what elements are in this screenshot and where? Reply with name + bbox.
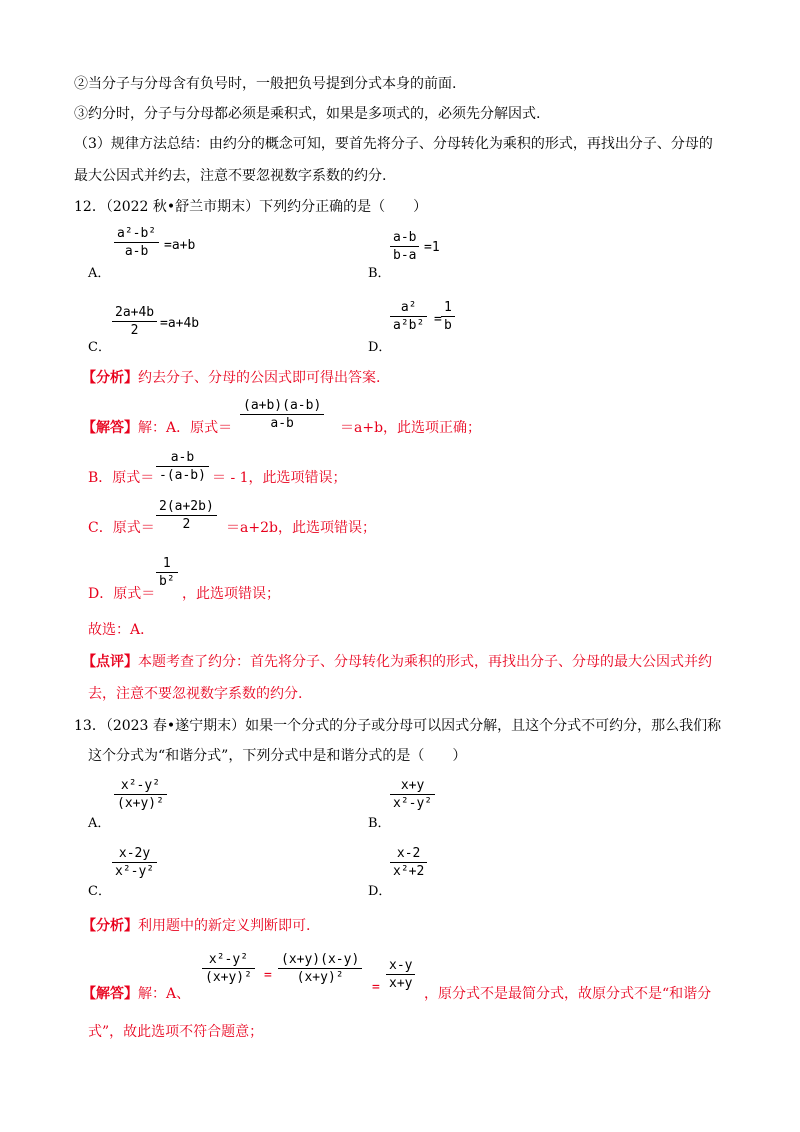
q12-comment-line-1: [82, 652, 712, 672]
denominator: (x+y)²: [117, 796, 164, 811]
q13-answer-fraction-2: [278, 952, 362, 985]
denominator: a-b: [270, 416, 294, 431]
summary-line-2: 最大公因式并约去，注意不要忽视数字系数的约分.: [74, 168, 387, 184]
answer-prefix: 解：A、: [138, 986, 191, 1002]
denominator: (x+y)²: [296, 970, 344, 985]
fraction-bar: [386, 974, 415, 975]
q13-answer-fraction-3: [386, 958, 415, 991]
fraction-bar: [390, 862, 427, 863]
q13-answer-line-1-prefix: [82, 984, 190, 1004]
q13-stem-line-1: 13．（2023 春•遂宁期末）如果一个分式的分子或分母可以因式分解，且这个分式不可约分，那么我们称: [74, 718, 722, 734]
q12-option-d-fraction: [390, 300, 427, 333]
numerator: x²-y²: [120, 778, 161, 793]
fraction-bar: [156, 466, 209, 467]
q12-answer-b-suffix: ＝ - 1，此选项错误；: [212, 470, 347, 486]
q12-option-b-label: B．: [368, 266, 391, 281]
q13-answer-equals-1: =: [264, 968, 272, 983]
analysis-tag: 【分析】: [82, 370, 138, 386]
denominator: x²-y²: [393, 796, 433, 811]
summary-line-1: （3）规律方法总结：由约分的概念可知，要首先将分子、分母转化为乘积的形式，再找出分子、分母的: [74, 136, 713, 152]
rule-2: ②当分子与分母含有负号时，一般把负号提到分式本身的前面.: [74, 76, 457, 92]
q13-answer-line-1-suffix: ，原分式不是最简分式，故原分式不是“和谐分: [424, 986, 712, 1002]
q12-comment-line-2: 去，注意不要忽视数字系数的约分.: [88, 686, 303, 702]
q12-option-c-fraction: [112, 305, 157, 338]
numerator: x+y: [400, 778, 425, 793]
q13-analysis: [82, 916, 310, 936]
q12-answer-d-fraction: [156, 556, 178, 589]
q13-answer-line-2: 式”，故此选项不符合题意；: [88, 1024, 264, 1040]
fraction-bar: [112, 321, 157, 322]
q12-answer-c-prefix: C．原式＝: [88, 520, 155, 536]
q13-option-d-fraction: [390, 846, 427, 879]
denominator: a²b²: [393, 318, 425, 333]
denominator: 2: [182, 517, 191, 532]
numerator: 1: [162, 556, 171, 571]
answer-tag: 【解答】: [82, 986, 138, 1002]
q12-option-a-result: =a+b: [164, 238, 196, 253]
analysis-tag: 【分析】: [82, 918, 138, 934]
numerator: x²-y²: [208, 952, 249, 967]
q12-option-b-result: =1: [424, 240, 440, 255]
numerator: 2(a+2b): [159, 499, 214, 514]
q13-answer-equals-2: =: [372, 980, 380, 995]
q12-stem: 12．（2022 秋•舒兰市期末）下列约分正确的是（ ）: [74, 199, 428, 215]
numerator: (x+y)(x-y): [281, 952, 360, 967]
q12-option-d-label: D．: [368, 340, 392, 355]
q13-option-a-fraction: [114, 778, 167, 811]
numerator: 1: [444, 300, 452, 315]
q13-answer-fraction-1: [202, 952, 255, 985]
denominator: x²-y²: [115, 864, 155, 879]
denominator: b²: [159, 574, 175, 589]
fraction-bar: [390, 246, 419, 247]
q12-option-c-label: C．: [88, 340, 111, 355]
q12-answer-a: [82, 418, 232, 438]
denominator: a-b: [124, 244, 149, 259]
q12-answer-d-suffix: ，此选项错误；: [182, 586, 280, 602]
q13-option-a-label: A．: [88, 816, 111, 831]
fraction-bar: [390, 794, 435, 795]
fraction-bar: [390, 316, 427, 317]
q13-option-d-label: D．: [368, 884, 392, 899]
denominator: x+y: [389, 976, 413, 991]
fraction-bar: [278, 968, 362, 969]
fraction-bar: [202, 968, 255, 969]
numerator: a-b: [170, 450, 195, 465]
denominator: 2: [130, 323, 139, 338]
q13-option-c-fraction: [112, 846, 157, 879]
numerator: x-2y: [118, 846, 151, 861]
denominator: b: [444, 318, 452, 333]
q12-answer-a-suffix: ＝a+b，此选项正确；: [340, 420, 482, 436]
analysis-text: 利用题中的新定义判断即可.: [138, 918, 311, 934]
denominator: x²+2: [393, 864, 425, 879]
denominator: b-a: [393, 248, 417, 263]
q13-option-b-label: B．: [368, 816, 391, 831]
answer-tag: 【解答】: [82, 420, 138, 436]
fraction-bar: [112, 862, 157, 863]
numerator: 2a+4b: [115, 305, 155, 320]
q12-answer-c-fraction: [156, 499, 217, 532]
numerator: a²: [400, 300, 417, 315]
q12-answer-a-fraction: [240, 398, 324, 431]
q12-answer-b-fraction: [156, 450, 209, 483]
q12-analysis: [82, 368, 380, 388]
fraction-bar: [156, 515, 217, 516]
q12-option-d-result-fraction: [441, 300, 455, 333]
answer-a-prefix: 解：A．原式＝: [138, 420, 233, 436]
q12-answer-c-suffix: ＝a+2b，此选项错误；: [226, 520, 376, 536]
comment-tag: 【点评】: [82, 654, 138, 670]
q12-option-c-result: =a+4b: [160, 316, 200, 331]
q12-option-b-fraction: [390, 230, 419, 263]
analysis-text: 约去分子、分母的公因式即可得出答案.: [138, 370, 381, 386]
fraction-bar: [114, 794, 167, 795]
q13-stem-line-2: 这个分式为“和谐分式”，下列分式中是和谐分式的是（ ）: [88, 748, 467, 764]
numerator: x-2: [396, 846, 421, 861]
numerator: x-y: [389, 958, 413, 973]
q12-choose: 故选：A．: [88, 622, 155, 638]
q12-answer-b-prefix: B．原式＝: [88, 470, 155, 486]
q13-option-b-fraction: [390, 778, 435, 811]
q13-option-c-label: C．: [88, 884, 111, 899]
numerator: a²-b²: [117, 226, 157, 241]
q12-option-d-equals: =: [434, 312, 442, 327]
denominator: -(a-b): [159, 468, 206, 483]
rule-3: ③约分时，分子与分母都必须是乘积式，如果是多项式的，必须先分解因式.: [74, 106, 541, 122]
numerator: (a+b)(a-b): [243, 398, 322, 413]
fraction-bar: [441, 316, 455, 317]
denominator: (x+y)²: [205, 970, 252, 985]
fraction-bar: [156, 572, 178, 573]
q12-option-a-label: A．: [88, 266, 111, 281]
fraction-bar: [114, 242, 159, 243]
comment-text: 本题考查了约分：首先将分子、分母转化为乘积的形式，再找出分子、分母的最大公因式并约: [138, 654, 712, 670]
q12-answer-d-prefix: D．原式＝: [88, 586, 156, 602]
q12-option-a-fraction: [114, 226, 159, 259]
numerator: a-b: [393, 230, 417, 245]
fraction-bar: [240, 414, 324, 415]
